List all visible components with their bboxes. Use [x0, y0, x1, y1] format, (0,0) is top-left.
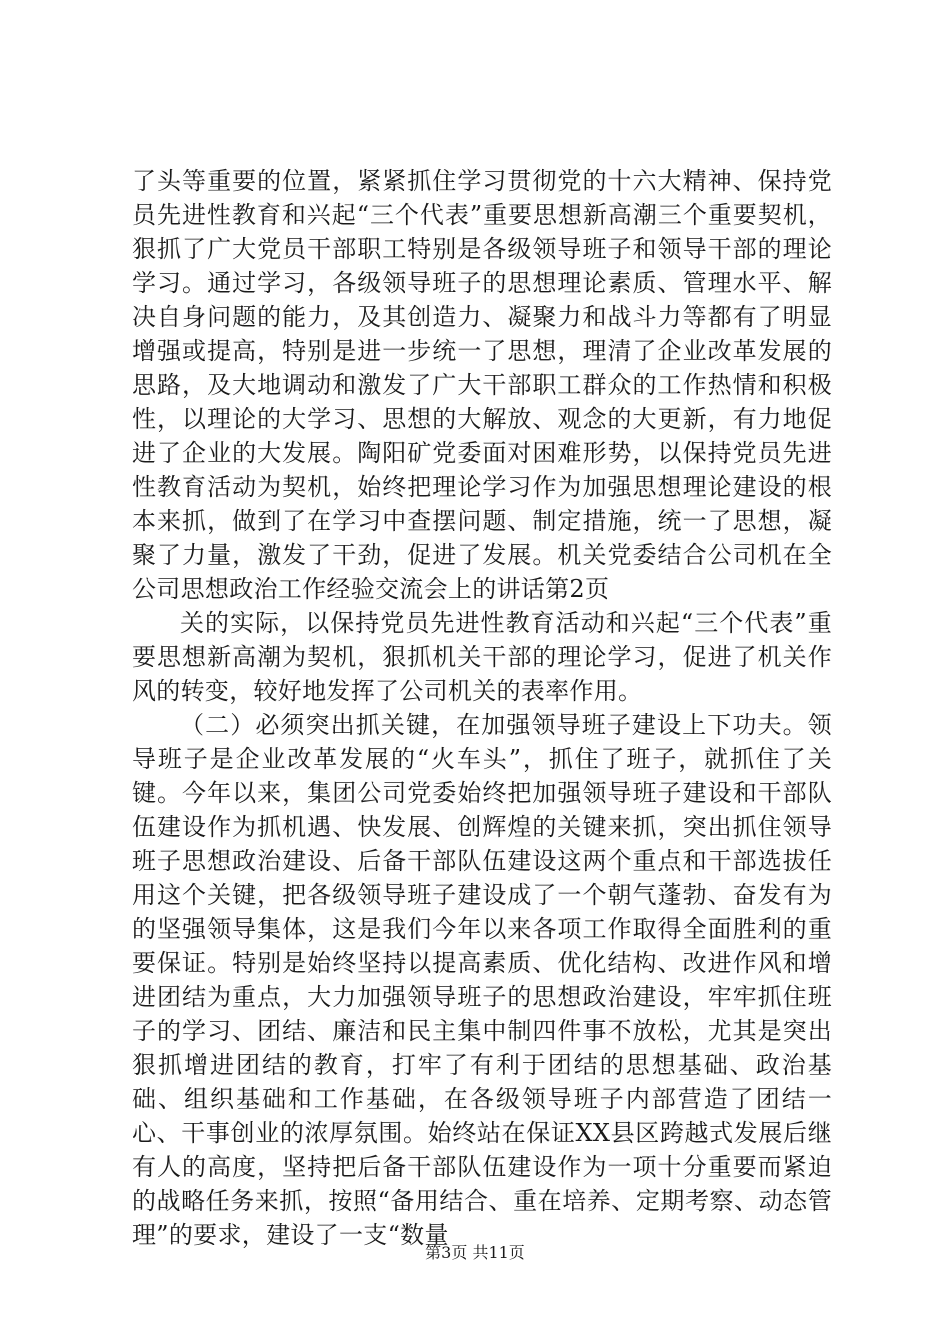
paragraph-2: 关的实际，以保持党员先进性教育活动和兴起“三个代表”重要思想新高潮为契机，狠抓机关干部的理论学习，促进了机关作风的转变，较好地发挥了公司机关的表率作用。 [132, 609, 832, 705]
document-body [132, 164, 832, 1252]
page-footer: 第3页 共11页 [425, 1243, 525, 1262]
paragraph-1: 了头等重要的位置，紧紧抓住学习贯彻党的十六大精神、保持党员先进性教育和兴起“三个代表”重要思想新高潮三个重要契机，狠抓了广大党员干部职工特别是各级领导班子和领导干部的理论学习。通过学习，各级领导班子的思想理论素质、管理水平、解决自身问题的能力，及其创造力、凝聚力和战斗力等都有了明显增强或提高，特别是进一步统一了思想，理清了企业改革发展的思路，及大地调动和激发了广大干部职工群众的工作热情和积极性，以理论的大学习、思想的大解放、观念的大更新，有力地促进了企业的大发展。陶阳矿党委面对困难形势，以保持党员先进性教育活动为契机，始终把理论学习作为加强思想理论建设的根本来抓，做到了在学习中查摆问题、制定措施，统一了思想，凝聚了力量，激发了干劲，促进了发展。机关党委结合公司机在全公司思想政治工作经验交流会上的讲话第2页 [132, 167, 832, 603]
paragraph-3: （二）必须突出抓关键，在加强领导班子建设上下功夫。领导班子是企业改革发展的“火车头”，抓住了班子，就抓住了关键。今年以来，集团公司党委始终把加强领导班子建设和干部队伍建设作为抓机遇、快发展、创辉煌的关键来抓，突出抓住领导班子思想政治建设、后备干部队伍建设这两个重点和干部选拔任用这个关键，把各级领导班子建设成了一个朝气蓬勃、奋发有为的坚强领导集体，这是我们今年以来各项工作取得全面胜利的重要保证。特别是始终坚持以提高素质、优化结构、改进作风和增进团结为重点，大力加强领导班子的思想政治建设，牢牢抓住班子的学习、团结、廉洁和民主集中制四件事不放松，尤其是突出狠抓增进团结的教育，打牢了有利于团结的思想基础、政治基础、组织基础和工作基础，在各级领导班子内部营造了团结一心、干事创业的浓厚氛围。始终站在保证XX县区跨越式发展后继有人的高度，坚持把后备干部队伍建设作为一项十分重要而紧迫的战略任务来抓，按照“备用结合、重在培养、定期考察、动态管理”的要求，建设了一支“数量 [132, 711, 832, 1249]
